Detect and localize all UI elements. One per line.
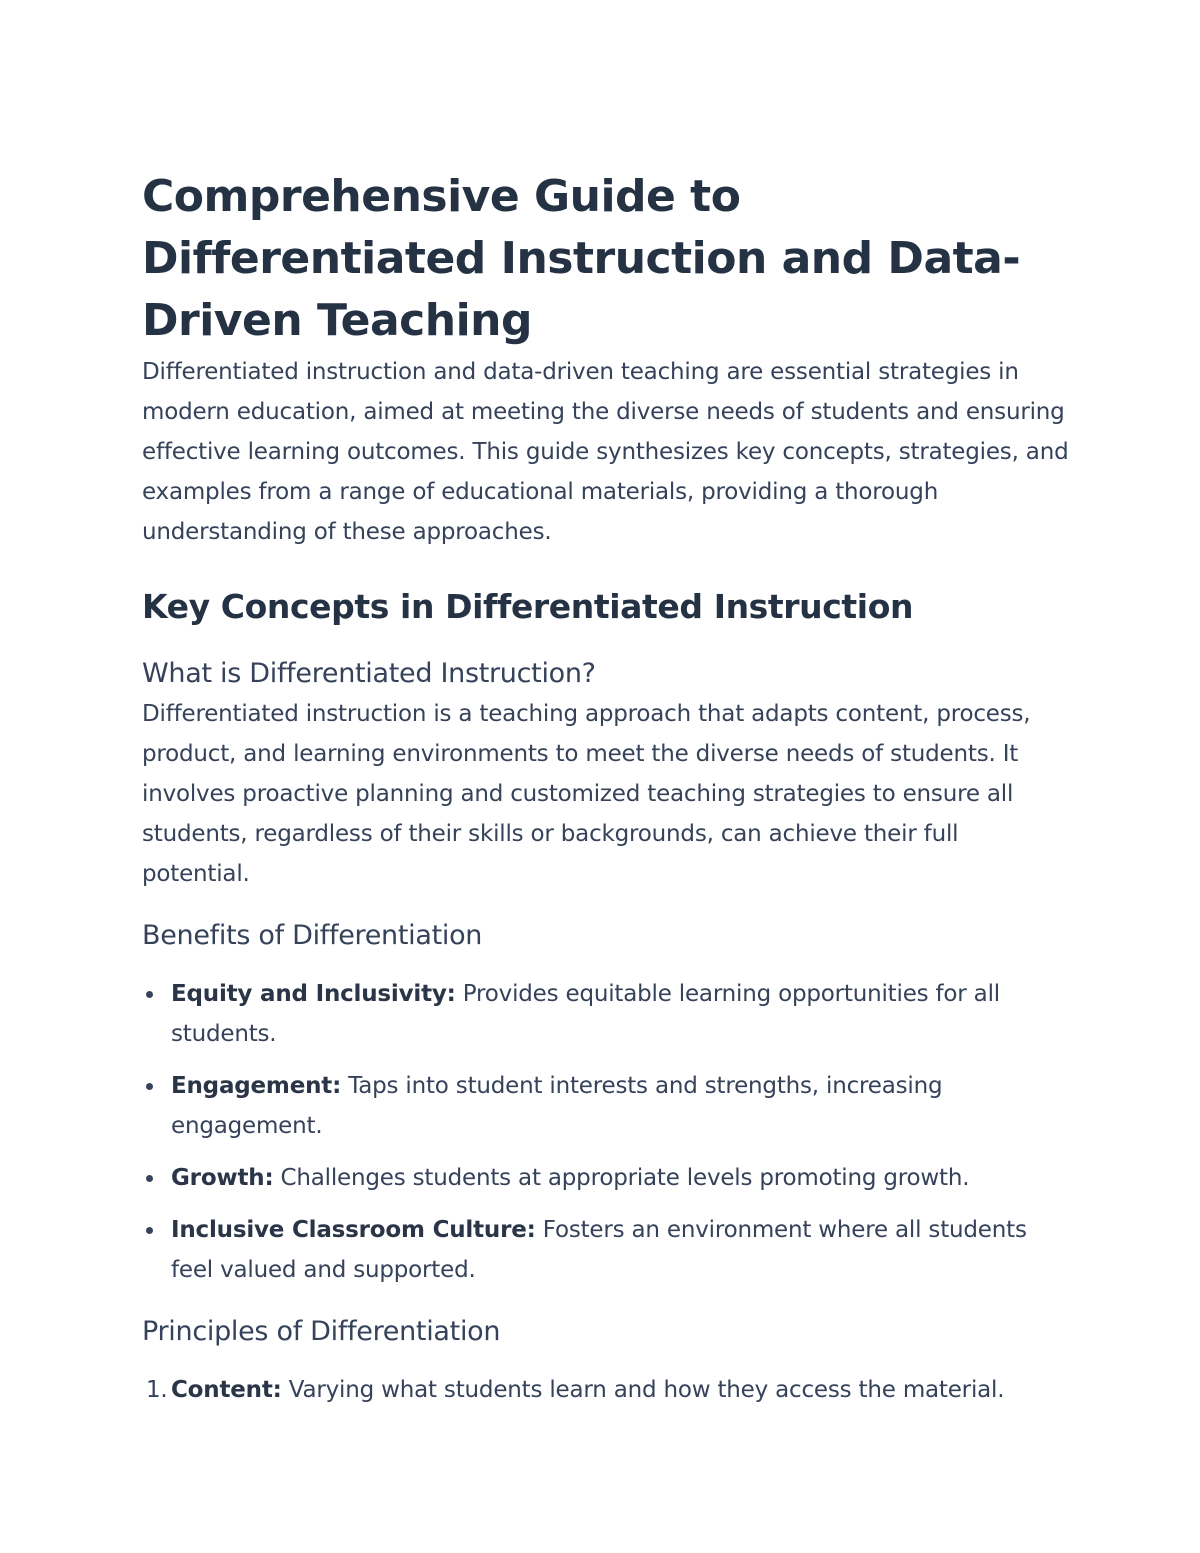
benefit-term: Engagement: xyxy=(171,1073,342,1099)
principles-list xyxy=(142,1370,1072,1410)
benefit-text: Fosters an environment where all students feel valued and supported. xyxy=(171,1217,1027,1283)
benefit-text: Challenges students at appropriate levels promoting growth. xyxy=(273,1165,970,1191)
section-heading-key-concepts: Key Concepts in Differentiated Instruction xyxy=(142,587,914,626)
subheading-principles: Principles of Differentiation xyxy=(142,1316,501,1347)
benefits-list xyxy=(142,974,1072,1290)
bullet-icon xyxy=(146,991,153,998)
bullet-icon xyxy=(146,1175,153,1182)
principle-text: Varying what students learn and how they access the material. xyxy=(281,1377,1005,1403)
list-item xyxy=(142,1066,1072,1146)
intro-paragraph: Differentiated instruction and data-driven teaching are essential strategies in modern education, aimed at meeting the diverse needs of students and ensuring effective learning outcomes. This guide synthesizes key concepts, strategies, and examples from a range of educational materials, providing a thorough understanding of these approaches. xyxy=(142,359,1069,545)
bullet-icon xyxy=(146,1083,153,1090)
benefit-term: Growth: xyxy=(171,1165,274,1191)
document-title: Comprehensive Guide to Differentiated Instruction and Data-Driven Teaching xyxy=(142,171,1021,346)
benefit-text: Provides equitable learning opportunities for all students. xyxy=(171,981,1000,1047)
benefit-text: Taps into student interests and strengths, increasing engagement. xyxy=(171,1073,943,1139)
list-item xyxy=(142,1158,1072,1198)
subheading-benefits: Benefits of Differentiation xyxy=(142,920,483,951)
list-item xyxy=(142,1210,1072,1290)
subheading-what-is: What is Differentiated Instruction? xyxy=(142,658,596,689)
definition-paragraph: Differentiated instruction is a teaching approach that adapts content, process, product, and learning environments to meet the diverse needs of students. It involves proactive planning and customized teaching strategies to ensure all students, regardless of their skills or backgrounds, can achieve their full potential. xyxy=(142,701,1031,887)
benefit-term: Equity and Inclusivity: xyxy=(171,981,456,1007)
list-item xyxy=(142,974,1072,1054)
document-page xyxy=(142,166,1072,1410)
principle-term: Content: xyxy=(171,1377,282,1403)
bullet-icon xyxy=(146,1227,153,1234)
list-item xyxy=(142,1370,1072,1410)
list-number: 1. xyxy=(146,1377,168,1403)
benefit-term: Inclusive Classroom Culture: xyxy=(171,1217,536,1243)
